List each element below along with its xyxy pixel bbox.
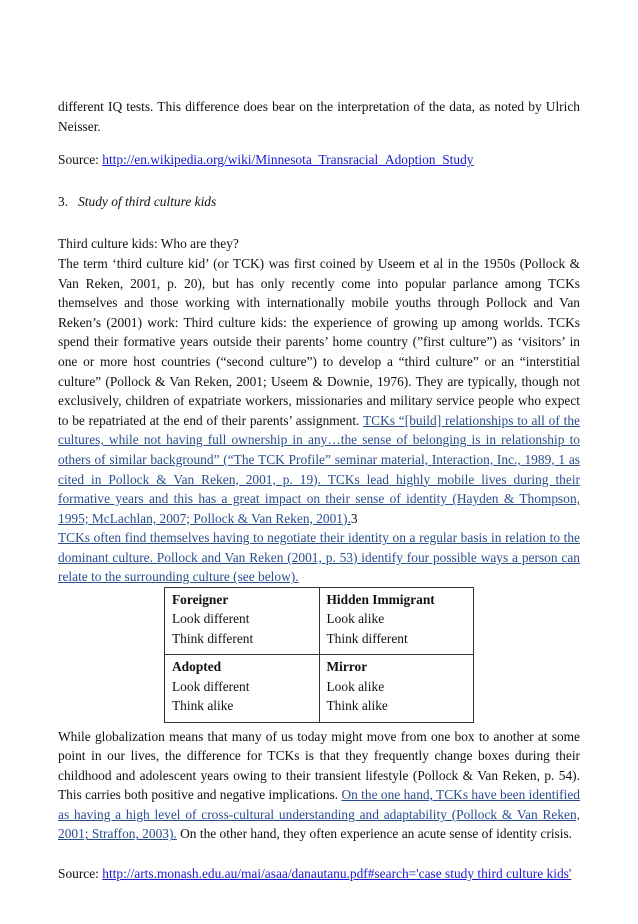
cell-think: Think alike	[326, 698, 388, 714]
source-label: Source:	[58, 152, 103, 168]
hyperlinked-text[interactable]: TCKs often find themselves having to negotiate their identity on a regular basis in relation to the dominant culture. Pollock and Van Reken (2001, p. 53) identify four possible ways a person can relate to the surrounding culture (see below).	[58, 530, 580, 585]
section-title: Study of third culture kids	[78, 193, 217, 209]
cell-think: Think alike	[172, 698, 234, 714]
hyperlinked-text[interactable]: On the one hand, TCKs have been identified as having a high level of cross-cultural understanding and adaptability (Pollock & Van Reken, 2001; Straffon, 2003).	[58, 787, 580, 842]
cell-title: Mirror	[326, 659, 368, 675]
cell-title: Foreigner	[172, 592, 229, 608]
table-cell-adopted	[165, 655, 320, 722]
hyperlinked-quote[interactable]: TCKs “[build] relationships to all of the cultures, while not having full ownership in any…the sense of belonging is in relationship to others of similar background” (“The TCK Profile” seminar material, Interaction, Inc., 1989, 1 as cited in Pollock & Van Reken, 2001, p. 19). TCKs lead highly mobile lives during their formative years and this has a great impact on their sense of identity (Hayden & Thompson, 1995; McLachlan, 2007; Pollock & Van Reken, 2001).	[58, 412, 580, 526]
paragraph-text: On the other hand, they often experience an acute sense of identity crisis.	[176, 826, 573, 842]
section-heading	[58, 192, 580, 212]
paragraph-text: While globalization means that many of us today might move from one box to another at some point in our lives, the difference for TCKs is that they frequently change boxes during their childhood and adolescent years owing to their transient lifestyle (Pollock & Van Reken, p. 54). This carries both positive and negative implications.	[58, 728, 580, 803]
table-cell-mirror	[319, 655, 474, 722]
cell-look: Look alike	[326, 678, 385, 694]
source-2	[58, 864, 580, 884]
source-label: Source:	[58, 866, 103, 882]
cell-think: Think different	[326, 630, 408, 646]
table-row	[165, 588, 474, 655]
footnote-marker: 3	[350, 510, 358, 526]
table-row	[165, 655, 474, 722]
paragraph-text: The term ‘third culture kid’ (or TCK) was first coined by Useem et al in the 1950s (Pollock & Van Reken, 2001, p. 20), but has only recently come into popular parlance among TCKs themselves and those working with internationally mobile youths through Pollock and Van Reken’s (2001) work: Third culture kids: the experience of growing up among worlds. TCKs spend their formative years outside their parents’ home country (”first culture”) as ‘visitors’ in one or more host countries (“second culture”) to develop a “third culture” or an “interstitial culture” (Pollock & Van Reken, 2001; Useem & Downie, 1976). They are typically, though not exclusively, children of expatriate workers, missionaries and military service people who expect to be repatriated at the end of their parents’ assignment.	[58, 255, 580, 428]
cell-look: Look different	[172, 678, 250, 694]
source-1	[58, 150, 580, 170]
source-link-monash[interactable]: http://arts.monash.edu.au/mai/asaa/danautanu.pdf#search='case study third culture kids'	[102, 866, 572, 882]
source-link-wikipedia[interactable]: http://en.wikipedia.org/wiki/Minnesota_Transracial_Adoption_Study	[102, 152, 474, 168]
paragraph-tck-definition	[58, 254, 580, 587]
cell-think: Think different	[172, 630, 254, 646]
cell-title: Adopted	[172, 659, 222, 675]
table-cell-foreigner	[165, 588, 320, 655]
intro-paragraph	[58, 97, 580, 136]
cell-look: Look alike	[326, 611, 385, 627]
identity-table-wrapper	[164, 587, 474, 722]
paragraph-globalization	[58, 727, 580, 845]
section-number: 3.	[58, 193, 69, 209]
table-cell-hidden-immigrant	[319, 588, 474, 655]
cell-look: Look different	[172, 611, 250, 627]
identity-table	[164, 587, 474, 722]
subheading-text: Third culture kids: Who are they?	[58, 236, 239, 252]
intro-text: different IQ tests. This difference does bear on the interpretation of the data, as noted by Ulrich Neisser.	[58, 99, 580, 134]
cell-title: Hidden Immigrant	[326, 592, 435, 608]
subheading	[58, 234, 580, 254]
